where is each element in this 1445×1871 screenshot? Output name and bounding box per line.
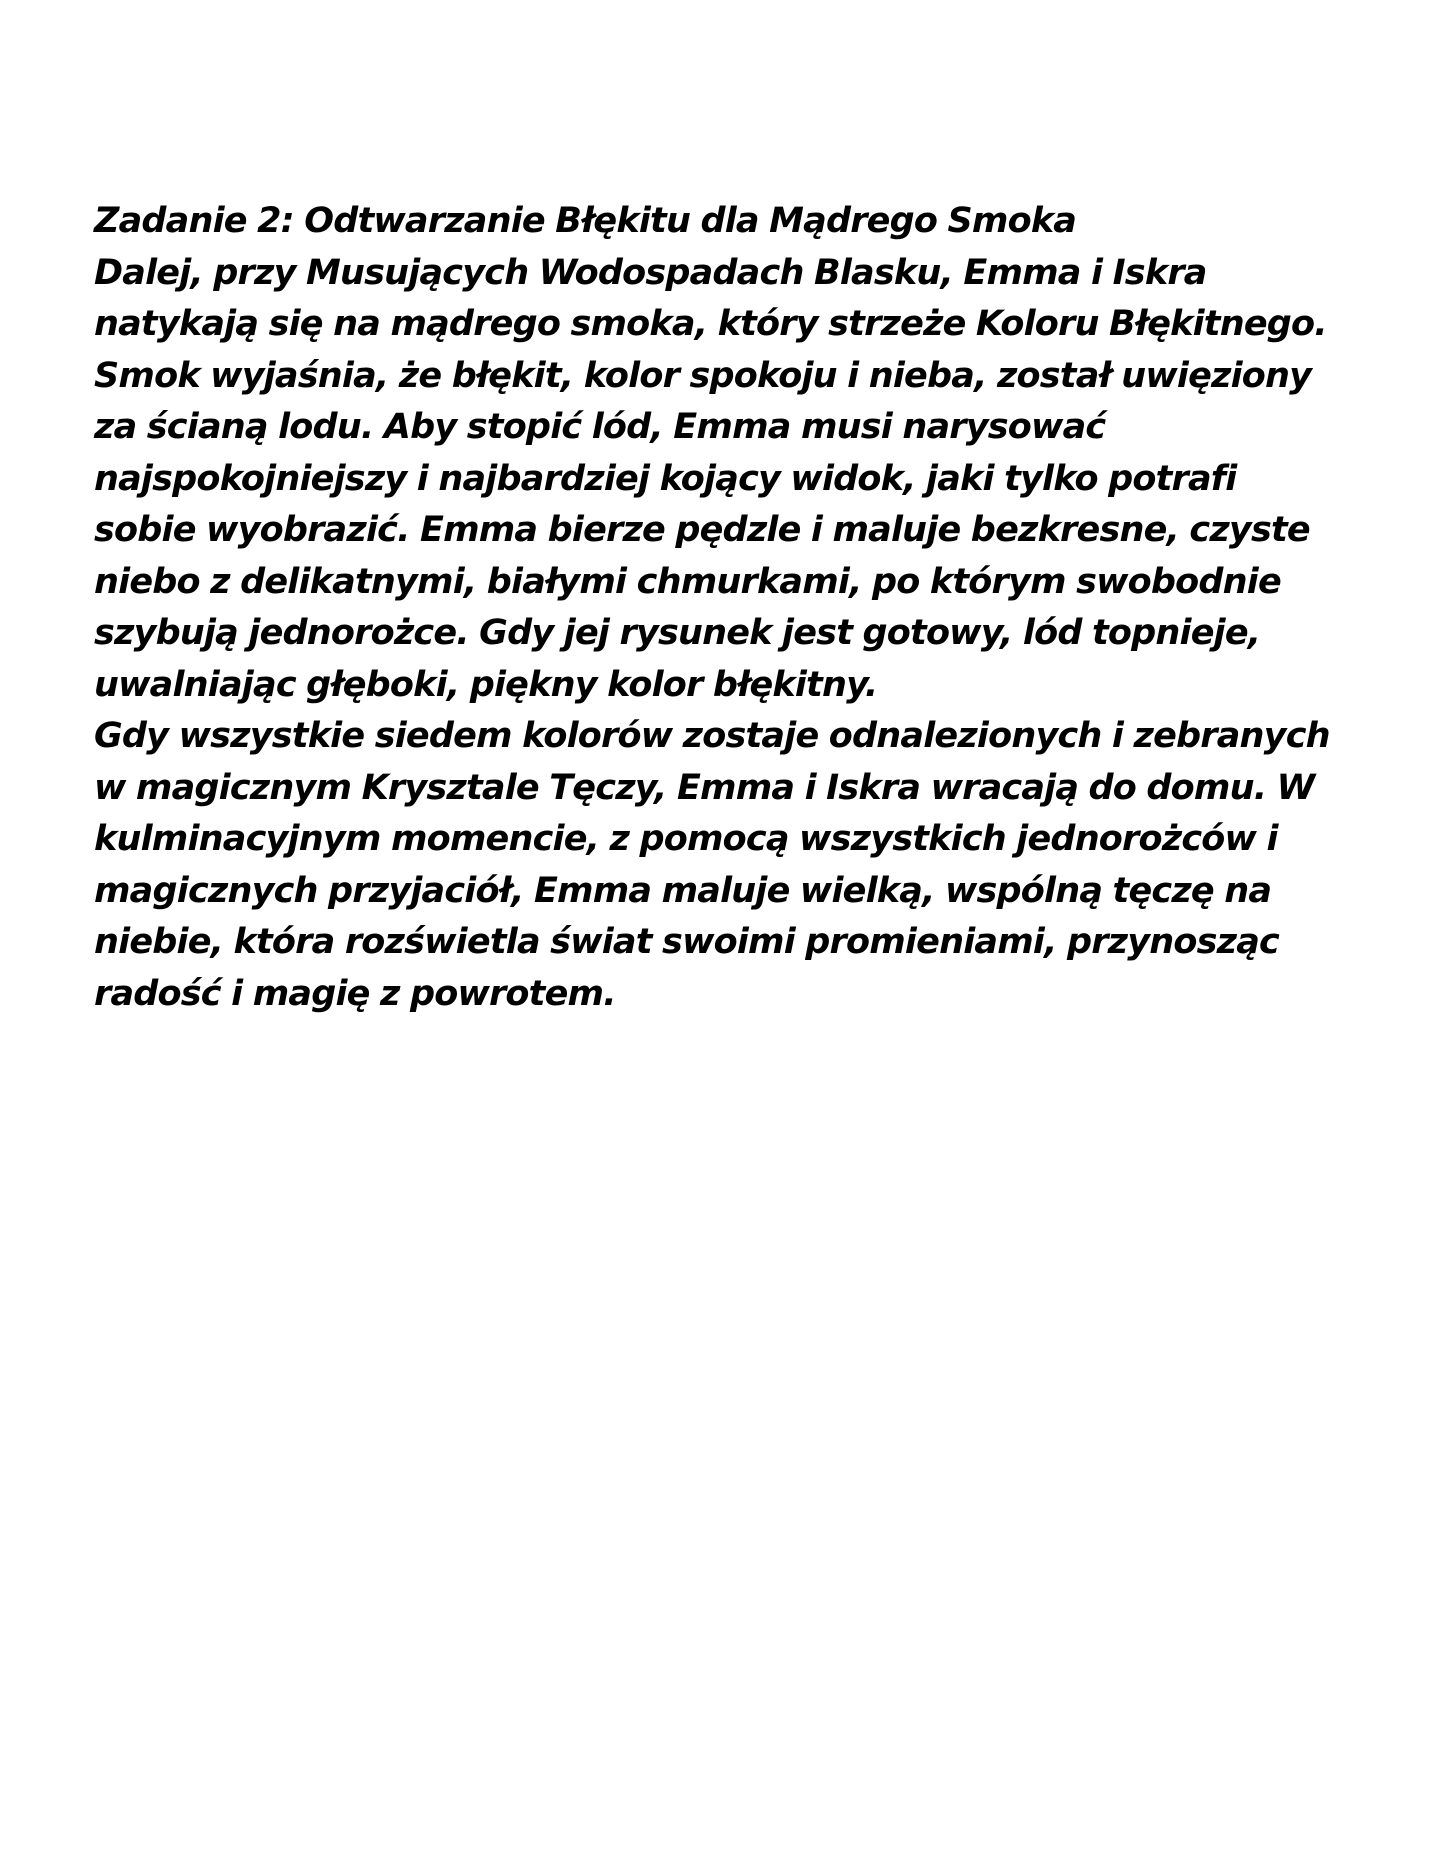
text-line: natykają się na mądrego smoka, który strzeże Koloru Błękitnego. xyxy=(94,304,1327,344)
text-line: Gdy wszystkie siedem kolorów zostaje odnalezionych i zebranych xyxy=(94,716,1330,756)
text-line: najspokojniejszy i najbardziej kojący widok, jaki tylko potrafi xyxy=(94,458,1237,499)
text-line: magicznych przyjaciół, Emma maluje wielką, wspólną tęczę na xyxy=(94,870,1272,911)
task-heading: Zadanie 2: Odtwarzanie Błękitu dla Mądrego Smoka xyxy=(94,201,1077,241)
text-line: w magicznym Krysztale Tęczy, Emma i Iskra wracają do domu. W xyxy=(94,767,1315,808)
text-line: niebo z delikatnymi, białymi chmurkami, po którym swobodnie xyxy=(94,561,1281,602)
text-line: radość i magię z powrotem. xyxy=(94,973,616,1014)
text-line: Dalej, przy Musujących Wodospadach Blasku, Emma i Iskra xyxy=(94,252,1207,293)
text-line: kulminacyjnym momencie, z pomocą wszystkich jednorożców i xyxy=(94,819,1278,859)
story-text xyxy=(94,196,1334,1020)
text-line: za ścianą lodu. Aby stopić lód, Emma musi narysować xyxy=(94,407,1106,447)
text-line: sobie wyobrazić. Emma bierze pędzle i maluje bezkresne, czyste xyxy=(94,510,1310,550)
text-line: niebie, która rozświetla świat swoimi promieniami, przynosząc xyxy=(94,922,1279,962)
text-line: Smok wyjaśnia, że błękit, kolor spokoju i nieba, został uwięziony xyxy=(94,355,1312,396)
text-line: uwalniając głęboki, piękny kolor błękitny. xyxy=(94,664,878,705)
text-line: szybują jednorożce. Gdy jej rysunek jest gotowy, lód topnieje, xyxy=(94,613,1261,653)
